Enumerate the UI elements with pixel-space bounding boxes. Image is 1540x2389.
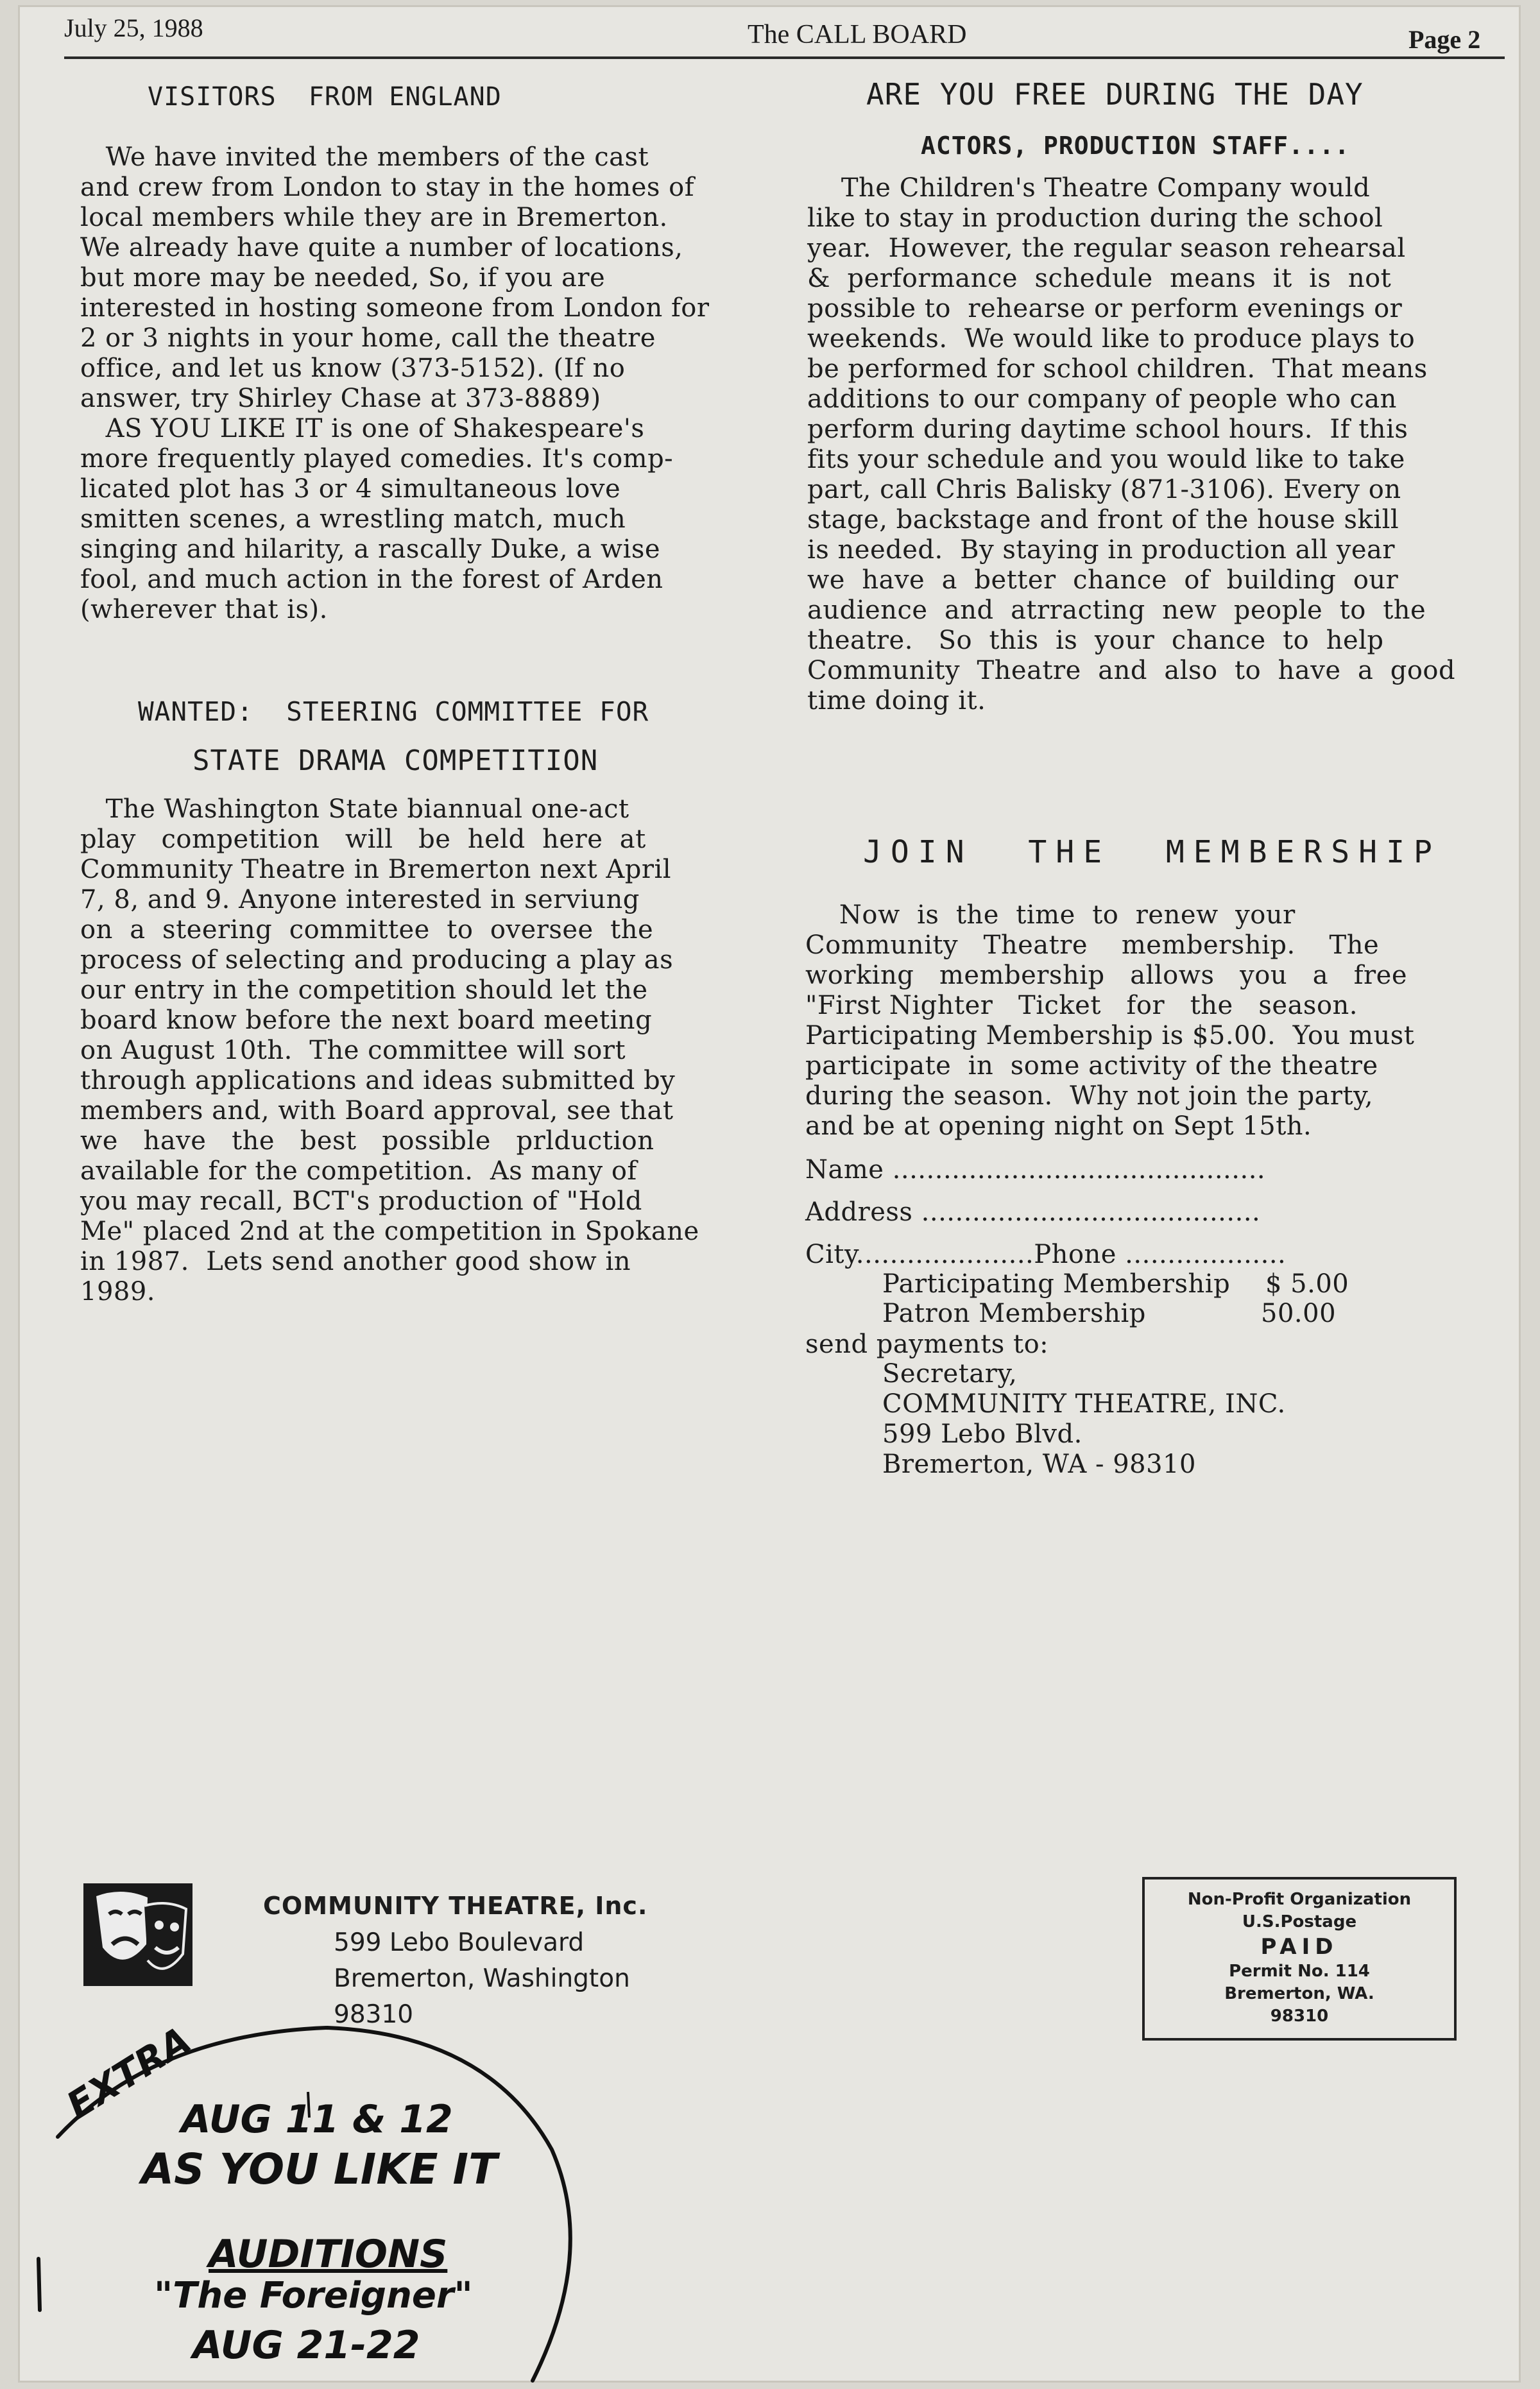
article-line: available for the competition. As many of [80, 1156, 637, 1186]
header-rule [64, 56, 1505, 59]
permit-city: Bremerton, WA. [1224, 1984, 1374, 2003]
handwritten-show-name: "The Foreigner" [154, 2275, 473, 2316]
permit-postage: U.S.Postage [1242, 1912, 1357, 1931]
article-line: The Washington State biannual one-act [80, 794, 629, 824]
return-address-name: COMMUNITY THEATRE, Inc. [263, 1892, 648, 1920]
article-line: we have a better chance of building our [807, 565, 1399, 595]
article-line: participate in some activity of the theatre [805, 1051, 1378, 1081]
permit-zip: 98310 [1270, 2007, 1329, 2026]
return-address-lines [334, 1925, 630, 2033]
article-line: licated plot has 3 or 4 simultaneous love [80, 474, 621, 504]
wanted-heading: WANTED: STEERING COMMITTEE FOR [138, 696, 649, 727]
article-line: answer, try Shirley Chase at 373-8889) [80, 384, 601, 413]
issue-date: July 25, 1988 [64, 13, 203, 42]
patron-membership-label: Patron Membership [882, 1299, 1146, 1328]
permit-paid: PAID [1260, 1934, 1339, 1960]
article-line: time doing it. [807, 686, 986, 715]
article-line: office, and let us know (373-5152). (If no [80, 354, 626, 383]
handwritten-dates: AUG 11 & 12 [181, 2097, 453, 2142]
address-line: COMMUNITY THEATRE, INC. [882, 1389, 1286, 1419]
article-line: is needed. By staying in production all year [807, 535, 1395, 565]
free-subheading: ACTORS, PRODUCTION STAFF.... [921, 132, 1350, 160]
visitors-heading: VISITORS FROM ENGLAND [148, 82, 502, 112]
article-line: singing and hilarity, a rascally Duke, a wise [80, 535, 661, 564]
address-field-line: Address ........................................ [805, 1197, 1261, 1227]
newsletter-title: The CALL BOARD [748, 20, 967, 49]
article-line: process of selecting and producing a play as [80, 945, 674, 975]
handwritten-play-title: AS YOU LIKE IT [141, 2145, 498, 2194]
article-line: Community Theatre and also to have a good [807, 656, 1456, 685]
article-line: working membership allows you a free [805, 961, 1408, 990]
article-line: "First Nighter Ticket for the season. [805, 991, 1358, 1020]
address-line: Bremerton, WA - 98310 [882, 1450, 1196, 1479]
article-line: on a steering committee to oversee the [80, 915, 654, 945]
permit-number: Permit No. 114 [1229, 1962, 1370, 1981]
article-line: and crew from London to stay in the homes of [80, 173, 694, 202]
article-line: audience and atrracting new people to the [807, 595, 1426, 625]
article-line: AS YOU LIKE IT is one of Shakespeare's [80, 414, 645, 443]
article-line: board know before the next board meeting [80, 1006, 653, 1035]
article-line: we have the best possible prlduction [80, 1126, 654, 1156]
article-line: stage, backstage and front of the house skill [807, 505, 1399, 535]
wanted-article [80, 794, 699, 1307]
article-line: play competition will be held here at [80, 825, 646, 854]
article-line: 2 or 3 nights in your home, call the theatre [80, 323, 656, 353]
address-line: 599 Lebo Blvd. [882, 1419, 1082, 1449]
postage-permit-box [1142, 1877, 1457, 2041]
article-line: 1989. [80, 1277, 156, 1306]
article-line: and be at opening night on Sept 15th. [805, 1111, 1312, 1141]
theatre-masks-logo [83, 1883, 193, 1986]
article-line: members and, with Board approval, see that [80, 1096, 674, 1126]
article-line: smitten scenes, a wrestling match, much [80, 504, 626, 534]
page-number: Page 2 [1408, 25, 1481, 54]
article-line: more frequently played comedies. It's comp- [80, 444, 674, 474]
article-line: We have invited the members of the cast [80, 142, 649, 172]
article-line: on August 10th. The committee will sort [80, 1036, 626, 1065]
address-line: 599 Lebo Boulevard [334, 1928, 585, 1957]
article-line: fits your schedule and you would like to take [807, 445, 1405, 474]
free-heading: ARE YOU FREE DURING THE DAY [866, 77, 1364, 112]
article-line: We already have quite a number of locations, [80, 233, 683, 262]
article-line: Participating Membership is $5.00. You must [805, 1021, 1415, 1050]
name-field-line: Name ............................................ [805, 1155, 1266, 1185]
visitors-article [80, 142, 709, 625]
address-line: 98310 [334, 2000, 414, 2029]
article-line: Me" placed 2nd at the competition in Spokane [80, 1217, 699, 1246]
article-line: possible to rehearse or perform evenings or [807, 294, 1403, 323]
extra-label: EXTRA [59, 2017, 199, 2128]
city-phone-field-line: City.....................Phone ................... [805, 1240, 1287, 1269]
article-line: but more may be needed, So, if you are [80, 263, 606, 293]
address-line: Bremerton, Washington [334, 1964, 630, 1993]
permit-org: Non-Profit Organization [1187, 1890, 1412, 1909]
article-line: (wherever that is). [80, 595, 328, 624]
membership-article [805, 900, 1414, 1142]
article-line: during the season. Why not join the party, [805, 1081, 1374, 1111]
address-line: Secretary, [882, 1359, 1018, 1389]
article-line: year. However, the regular season rehearsal [807, 234, 1406, 263]
article-line: Now is the time to renew your [805, 900, 1296, 930]
article-line: like to stay in production during the school [807, 203, 1383, 233]
article-line: be performed for school children. That means [807, 354, 1428, 384]
article-line: you may recall, BCT's production of "Hold [80, 1186, 642, 1216]
article-line: through applications and ideas submitted by [80, 1066, 676, 1095]
article-line: interested in hosting someone from London for [80, 293, 710, 323]
article-line: perform during daytime school hours. If this [807, 415, 1408, 444]
membership-heading: JOIN THE MEMBERSHIP [863, 834, 1441, 870]
article-line: & performance schedule means it is not [807, 264, 1392, 293]
article-line: 7, 8, and 9. Anyone interested in serviung [80, 885, 640, 914]
patron-membership-price: 50.00 [1261, 1299, 1337, 1328]
article-line: additions to our company of people who can [807, 384, 1397, 414]
article-line: in 1987. Lets send another good show in [80, 1247, 631, 1276]
handwritten-auditions: AUDITIONS [209, 2232, 448, 2277]
payment-address [882, 1359, 1286, 1480]
participating-membership-label: Participating Membership [882, 1269, 1231, 1299]
handwritten-audition-dates: AUG 21-22 [193, 2323, 420, 2368]
article-line: theatre. So this is your chance to help [807, 626, 1384, 655]
article-line: The Children's Theatre Company would [807, 173, 1371, 203]
article-line: Community Theatre in Bremerton next April [80, 855, 672, 884]
article-line: weekends. We would like to produce plays to [807, 324, 1416, 354]
article-line: part, call Chris Balisky (871-3106). Every on [807, 475, 1401, 504]
article-line: fool, and much action in the forest of Arden [80, 565, 663, 594]
participating-membership-price: $ 5.00 [1265, 1269, 1349, 1299]
article-line: Community Theatre membership. The [805, 930, 1380, 960]
free-article [807, 173, 1455, 716]
article-line: local members while they are in Bremerton. [80, 203, 668, 232]
article-line: our entry in the competition should let the [80, 975, 648, 1005]
send-payments-label: send payments to: [805, 1330, 1049, 1359]
wanted-subheading: STATE DRAMA COMPETITION [193, 744, 599, 777]
